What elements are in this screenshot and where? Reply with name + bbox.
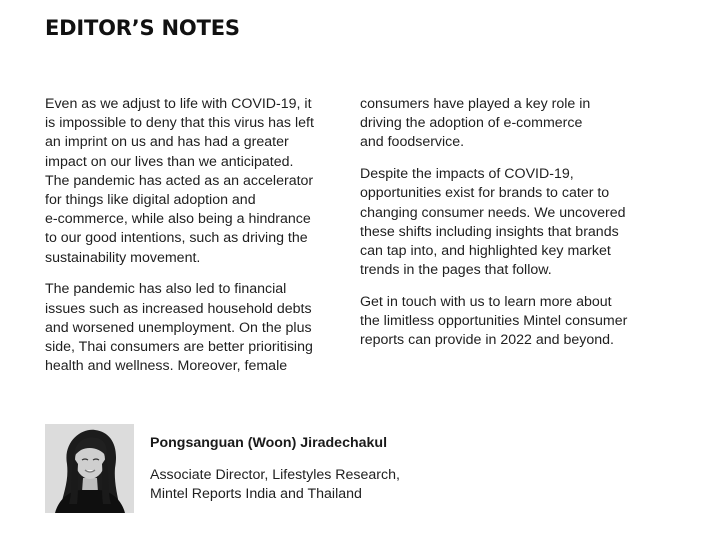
author-name: Pongsanguan (Woon) Jiradechakul xyxy=(150,435,388,451)
text-line: e-commerce, while also being a hindrance xyxy=(45,211,311,228)
text-line: trends in the pages that follow. xyxy=(360,262,552,279)
left-column xyxy=(45,95,345,389)
author-portrait-image xyxy=(45,424,134,513)
paragraph xyxy=(45,280,345,376)
text-line: reports can provide in 2022 and beyond. xyxy=(360,332,614,349)
text-line: issues such as increased household debts xyxy=(45,300,312,317)
text-line: Despite the impacts of COVID-19, xyxy=(360,166,574,183)
text-line: Get in touch with us to learn more about xyxy=(360,293,612,310)
paragraph xyxy=(360,165,660,280)
text-line: consumers have played a key role in xyxy=(360,96,591,112)
text-line: for things like digital adoption and xyxy=(45,192,256,209)
page-title: EDITOR’S NOTES xyxy=(45,16,240,40)
text-line: opportunities exist for brands to cater to xyxy=(360,185,610,202)
text-line: these shifts including insights that brands xyxy=(360,223,619,240)
text-line: can tap into, and highlighted key market xyxy=(360,242,611,259)
text-line: to our good intentions, such as driving the xyxy=(45,230,308,247)
text-line: side, Thai consumers are better prioritising xyxy=(45,338,313,355)
paragraph xyxy=(360,293,660,351)
text-line: impact on our lives than we anticipated. xyxy=(45,153,294,170)
paragraph xyxy=(45,95,345,268)
text-line: is impossible to deny that this virus has left xyxy=(45,115,314,132)
author-photo xyxy=(45,424,134,513)
text-line: the limitless opportunities Mintel consumer xyxy=(360,313,628,330)
text-line: sustainability movement. xyxy=(45,249,201,266)
text-line: and worsened unemployment. On the plus xyxy=(45,319,312,336)
right-column xyxy=(360,95,660,363)
author-title-line: Mintel Reports India and Thailand xyxy=(150,486,362,503)
text-line: and foodservice. xyxy=(360,134,465,151)
text-line: Even as we adjust to life with COVID-19, it xyxy=(45,96,312,112)
author-title-line: Associate Director, Lifestyles Research, xyxy=(150,467,400,483)
text-line: health and wellness. Moreover, female xyxy=(45,358,288,375)
text-line: driving the adoption of e-commerce xyxy=(360,115,583,132)
text-line: an imprint on us and has had a greater xyxy=(45,134,289,151)
author-title xyxy=(150,466,400,504)
text-line: changing consumer needs. We uncovered xyxy=(360,204,626,221)
text-line: The pandemic has acted as an accelerator xyxy=(45,172,314,189)
text-line: The pandemic has also led to financial xyxy=(45,281,287,298)
paragraph xyxy=(360,95,660,153)
